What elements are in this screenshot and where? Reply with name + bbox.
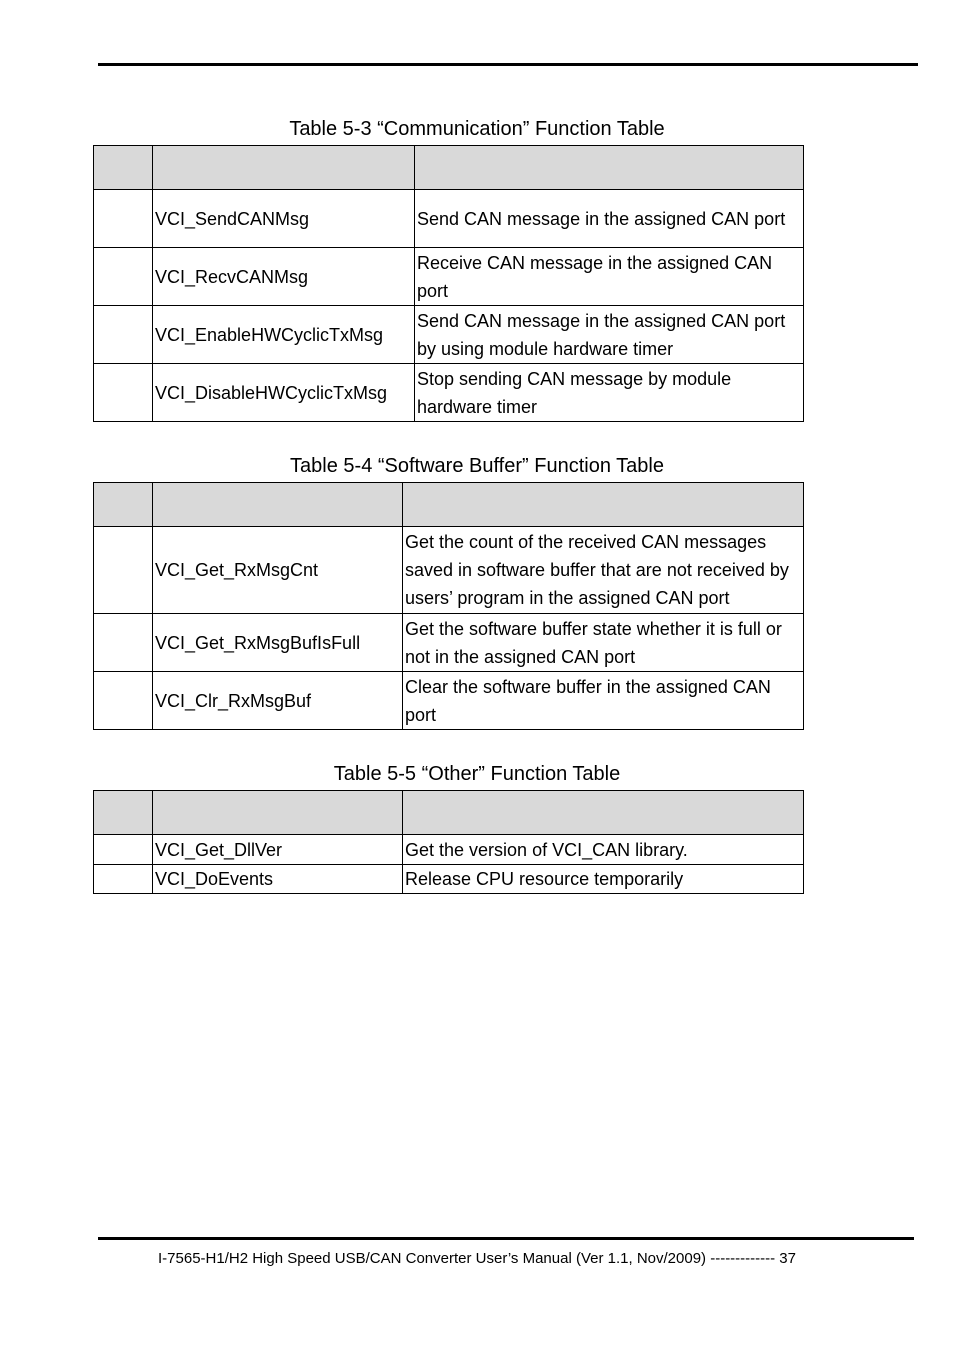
table-5-3-caption: Table 5-3 “Communication” Function Table (289, 118, 665, 140)
footer-rule (98, 1237, 914, 1240)
function-description: Receive CAN message in the assigned CAN port (415, 248, 804, 306)
function-name: VCI_EnableHWCyclicTxMsg (153, 306, 415, 364)
function-name: VCI_Clr_RxMsgBuf (153, 672, 403, 730)
table-row (94, 835, 804, 865)
table-5-5-caption: Table 5-5 “Other” Function Table (333, 763, 621, 785)
function-description: Send CAN message in the assigned CAN port (415, 190, 804, 248)
function-name: VCI_Get_RxMsgCnt (153, 527, 403, 614)
function-description: Get the version of VCI_CAN library. (403, 835, 804, 865)
other-function-table (93, 790, 804, 894)
table-header-row (94, 791, 804, 835)
function-name: VCI_Get_RxMsgBufIsFull (153, 614, 403, 672)
table-row (94, 364, 804, 422)
table-row (94, 614, 804, 672)
communication-function-table (93, 145, 804, 422)
function-name: VCI_SendCANMsg (153, 190, 415, 248)
table-header-row (94, 146, 804, 190)
header-rule (98, 63, 918, 66)
table-5-4-caption: Table 5-4 “Software Buffer” Function Table (290, 455, 664, 477)
function-name: VCI_DisableHWCyclicTxMsg (153, 364, 415, 422)
function-name: VCI_RecvCANMsg (153, 248, 415, 306)
table-header-row (94, 483, 804, 527)
function-description: Clear the software buffer in the assigned CAN port (403, 672, 804, 730)
table-row (94, 190, 804, 248)
table-row (94, 248, 804, 306)
function-description: Stop sending CAN message by module hardware timer (415, 364, 804, 422)
function-name: VCI_DoEvents (153, 865, 403, 894)
software-buffer-function-table (93, 482, 804, 730)
table-row (94, 865, 804, 894)
table-row (94, 306, 804, 364)
function-description: Release CPU resource temporarily (403, 865, 804, 894)
table-row (94, 527, 804, 614)
function-description: Get the software buffer state whether it is full or not in the assigned CAN port (403, 614, 804, 672)
function-name: VCI_Get_DllVer (153, 835, 403, 865)
function-description: Get the count of the received CAN messages saved in software buffer that are not received by users’ program in the assigned CAN port (403, 527, 804, 614)
function-description: Send CAN message in the assigned CAN port by using module hardware timer (415, 306, 804, 364)
page-footer: I-7565-H1/H2 High Speed USB/CAN Converter User’s Manual (Ver 1.1, Nov/2009) ------------- 37 (158, 1250, 796, 1267)
table-row (94, 672, 804, 730)
